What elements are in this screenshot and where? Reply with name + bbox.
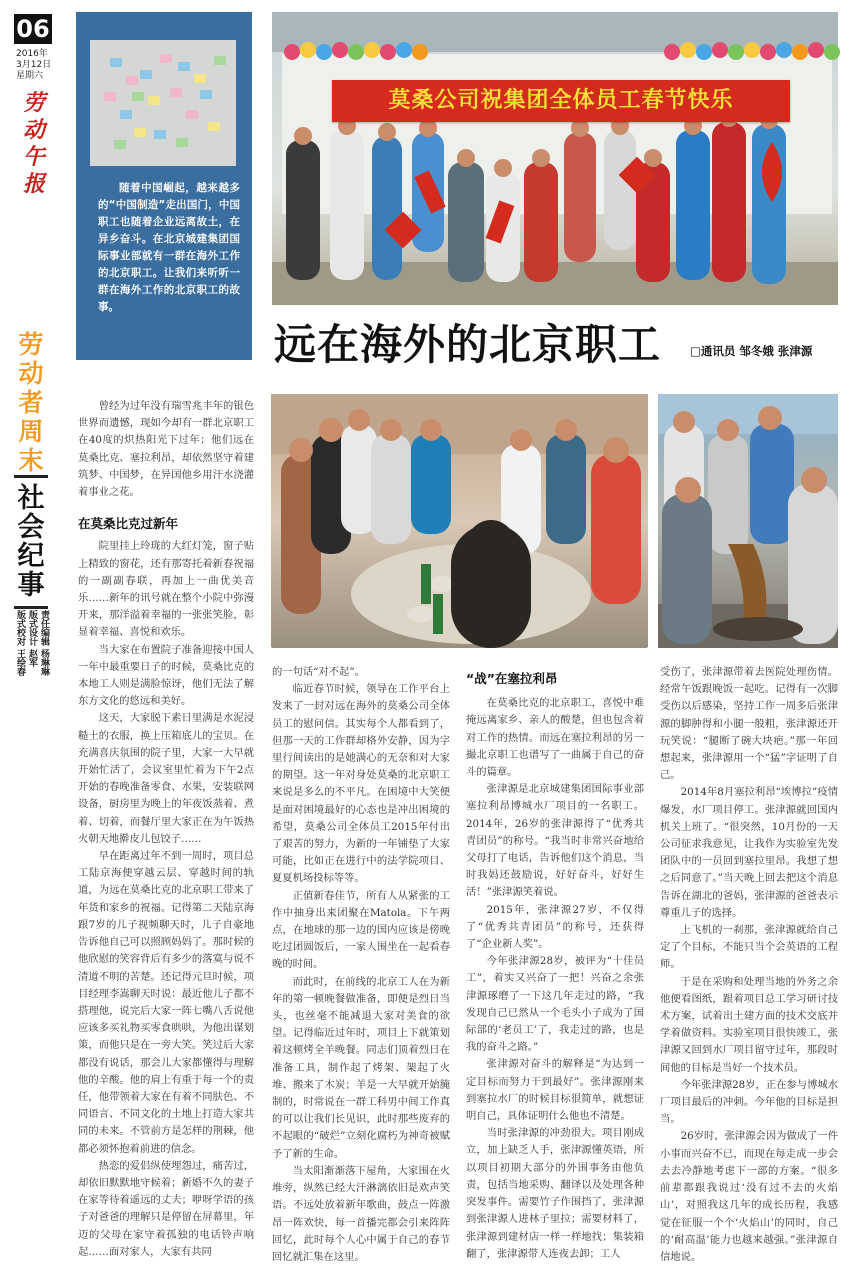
paragraph: 当大家在布置院子准备迎接中国人一年中最重要日子的时候，莫桑比克的本地工人则是满脸惊讶，他们无法了解东方文化的悠远和美好。 xyxy=(78,643,254,708)
paper-logo: 劳动午报 xyxy=(22,90,45,197)
intro-text: 随着中国崛起，越来越多的“中国制造”走出国门，中国职工也随着企业远离故土，在异乡奋斗。在北京城建集团国际事业部就有一群在海外工作的北京职工。让我们来听听一群在海外工作的北京职工的故事。 xyxy=(98,182,240,313)
subheading-sierra-leone: “战”在塞拉利昂 xyxy=(466,671,558,686)
bbq-photo-scene xyxy=(658,394,838,648)
paragraph: 受伤了，张津源带着去医院处理伤情。经常午饭跟晚饭一起吃。记得有一次脚受伤以后感染，坚持工作一周多后张津源的脚肿得和小腿一般粗，张津源还开玩笑说：“腿断了碗大块疤。”那一年回想起来，张津源用一个“猛”字证明了自己。 xyxy=(660,666,838,782)
paragraph: 张津源是北京城建集团国际事业部塞拉利昂博城水厂项目的一名职工。2014年，26岁的张津源得了“优秀共青团员”的称号。“我当时非常兴奋地给父母打了电话，告诉他们这个消息，当时我妈还鼓励说，好好奋斗，好好生活！”张津源笑着说。 xyxy=(466,783,644,899)
article-column-1 xyxy=(78,398,254,1258)
credit-editor: 责任编辑 杨琳琳 xyxy=(39,610,49,677)
paragraph: 当时张津源的冲劲很大。项目刚成立，加上缺乏人手，张津源懂英语，所以项目初期大部分的外围事务由他负责，包括当地采购、翻译以及处理各种突发事件。需要竹子作围挡了，张津源到张津源人进林子里拉；需要材料了，张津源到建材店一样一样地找；集装箱翻了，张津源带人连夜去卸；工人 xyxy=(466,1127,644,1260)
top-group-photo xyxy=(272,12,838,305)
bbq-photo xyxy=(658,394,838,648)
article-column-4 xyxy=(660,664,838,1263)
article-column-2 xyxy=(272,664,450,1263)
paragraph: 今年张津源28岁，正在参与博城水厂项目最后的冲刺。今年他的目标是担当。 xyxy=(660,1078,838,1126)
paragraph: 早在距离过年不到一周时，项目总工陆京海便穿越云层、穿越时间的轨道，为远在莫桑比克的北京职工带来了年货和家乡的祝福。记得第二天陆京海跟7岁的儿子视频聊天时，儿子自豪地告诉他自己可以照顾妈妈了。那时候的他欣慰的笑容背后有多少的落寞与说不清道不明的苦楚。还记得元旦时候，项目经理李嵩聊天时说：最近他儿子都不搭理他，说完后大家一阵七嘴八舌说他应该多买礼物买零食哄哄，为他出谋划策，而他只是在一旁大笑。笑过后大家都没有说话，那会儿大家都懂得与理解他的辛酸。他的肩上有重于每一个的责任，他带领着大家在有着不同肤色、不同语言、不同文化的土地上打造大家共同的未来。不管前方是怎样的荆棘，他都必须怀抱着前进的信念。 xyxy=(78,850,254,1155)
paragraph: 临近春节时候，领导在工作平台上发来了一封对远在海外的莫桑公司全体员工的慰问信。其实每个人都看到了，但那一天的工作群却格外安静，因为字里行间读出的是她满心的无奈和对大家的期望。这一年对身处莫桑的北京职工来说是多么的不平凡。在困境中大笑便是面对困境最好的心态也是冲出困境的希望，莫桑公司全体员工2015年付出了艰苦的努力，为新的一年铺垫了大家可能，比如正在进行中的法学院项目、夏夏机场投标等等。 xyxy=(272,683,450,885)
sticky-notes-image xyxy=(90,40,236,166)
date-year: 2016年 xyxy=(16,49,48,59)
paragraph: 而此时，在前线的北京工人在为新年的第一顿晚餐做准备，即便是烈日当头，也丝毫不能减退大家对美食的欲望。记得临近过年时，项目上下就策划着这顿烤全羊晚餐。同志们顶着烈日在准备工具，制作起了烤架、架起了火堆、搬来了木炭；羊是一大早就开始腌制的，时常说在一群工科男中间工作真的可以让我们长见识，此时那些废弃的不起眼的“破烂”立刻化腐朽为神奇被赋予了新的生命。 xyxy=(272,975,450,1160)
paragraph: 正值新春佳节，所有人从紧张的工作中抽身出来团聚在Matola。下午两点，在地球的那一边的国内应该是傍晚吃过团圆饭后，一家人围坐在一起看春晚的时间。 xyxy=(272,889,450,971)
new-year-banner: 莫桑公司祝集团全体员工春节快乐 xyxy=(332,80,790,122)
credit-proof: 版式校对 王绘春 xyxy=(15,610,25,677)
date-day: 3月12日 xyxy=(16,60,52,70)
issue-date xyxy=(16,49,51,82)
top-photo-scene xyxy=(272,12,838,305)
toast-photo xyxy=(271,394,648,648)
editor-credits xyxy=(14,610,50,730)
intro-box xyxy=(76,12,252,360)
sticky-notes-photo xyxy=(90,40,236,166)
paragraph: 院里挂上玲珑的大红灯笼，窗子贴上精致的窗花，还有那寄托着新春祝福的一副副春联，再加上一曲优美音乐……新年的讯号就在整个小院中弥漫开来，那洋溢着幸福的一张张笑脸，彰显着幸福、喜悦和欢乐。 xyxy=(78,540,254,639)
paragraph: 2014年8月塞拉利昂“埃博拉”疫情爆发，水厂项目停工。张津源就回国内机关上班了。“很突然，10月份的一天公司征求我意见，让我作为实验室先发团队中的一员回到塞拉里昂。我想了想之后同意了。”当天晚上回去把这个消息告诉在湖北的爸妈，张津源的爸爸表示尊重儿子的选择。 xyxy=(660,786,838,919)
paragraph: 上飞机的一刹那，张津源就给自己定了个目标，不能只当个会英语的工程师。 xyxy=(660,924,838,971)
weekday: 星期六 xyxy=(16,71,44,81)
page-number: 06 xyxy=(14,14,52,44)
subheading-mozambique: 在莫桑比克过新年 xyxy=(78,516,179,532)
paragraph: 26岁时，张津源会因为做成了一件小事而兴奋不已，而现在每走成一步会去去冷静地考虑下一部的方案。“很多前辈都跟我说过‘没有过不去的火焰山’，对照我这几年的成长历程，我感觉在征服一个个‘火焰山’的同时，自己的‘耐高温’能力也越来越强。”张津源自信地说。 xyxy=(660,1130,838,1263)
paragraph: 在莫桑比克的北京职工，喜悦中难掩远离家乡、亲人的酸楚，但也包含着对工作的热情。而远在塞拉利昂的另一撮北京职工也谱写了一曲属于自己的奋斗的篇章。 xyxy=(466,697,644,779)
paragraph: 当太阳渐渐落下屋角，大家围在火堆旁，纵然已经大汗淋漓依旧是欢声笑语。不远处放着新年歌曲，鼓点一阵激昂一阵欢快，每一首播完都会引来阵阵回忆，此时每个人心中属于自己的春节回忆就汇集在这里。 xyxy=(272,1164,450,1263)
article-column-3 xyxy=(466,664,644,1260)
paragraph: 的一句话“对不起”。 xyxy=(272,666,365,678)
paragraph: 张津源对奋斗的解释是“为达到一定目标而努力干到最好”。张津源刚来到塞拉水厂的时候目标很简单，就想证明自己，具体证明什么他也不清楚。 xyxy=(466,1058,644,1123)
headline-byline: □通讯员 邹冬娥 张津源 xyxy=(690,344,813,358)
lead-paragraph: 曾经为过年没有瑞雪兆丰年的银色世界而遗憾，现如今却有一群北京职工在40度的炽热阳光下过年；他们远在莫桑比克、塞拉利昂，却依然坚守着建筑梦、中国梦，在异国他乡用汗水浇灌着事业之花。 xyxy=(78,400,254,499)
headline-title: 远在海外的北京职工 xyxy=(274,320,662,369)
paragraph: 2015年，张津源27岁，不仅得了“优秀共青团员”的称号，还获得了“企业新人奖”。 xyxy=(466,903,644,951)
paragraph: 于是在采购和处理当地的外务之余他便看图纸，跟着项目总工学习研讨技术方案，试着出土建方面的技术交底并学着做资料。实验室项目很快竣工，张津源又回到水厂项目留守过年，那段时间他的目标是当好一个技术员。 xyxy=(660,975,838,1074)
toast-photo-scene xyxy=(271,394,648,648)
paragraph: 热恋的爱侣纵使埋怨过，痛苦过，却依旧默默地守候着；新婚不久的妻子在家等待着遥远的丈夫；咿呀学语的孩子对爸爸的理解只是停留在屏幕里，年迈的父母在家守着孤独的电话铃声响起……面对家人，大家有共同 xyxy=(78,1159,254,1258)
paragraph: 这天，大家脱下素日里满是水泥浸糙土的衣服，换上压箱底儿的宝贝。在充满喜庆氛围的院子里，大家一大早就开始忙活了，会议室里忙着为下午2点开始的春晚准备零食、水果，安装联网设备，厨房里为晚上的年夜饭蒸着、煮着、切着，而餐厅里大家正在为午饭热火朝天地擀皮儿包饺子…… xyxy=(78,712,254,845)
paragraph: 今年张津源28岁，被评为“十佳员工”，着实又兴奋了一把！兴奋之余张津源琢磨了一下这几年走过的路，“我发现自己已然从一个毛头小子成为了国际部的‘老员工’了，我走过的路，也是我的奋斗之路。” xyxy=(466,955,644,1054)
section-name-chronicle: 社会纪事 xyxy=(17,483,45,601)
section-name-weekend: 劳动者周末 xyxy=(18,330,44,475)
credit-design: 版式设计 赵军 xyxy=(27,610,37,668)
